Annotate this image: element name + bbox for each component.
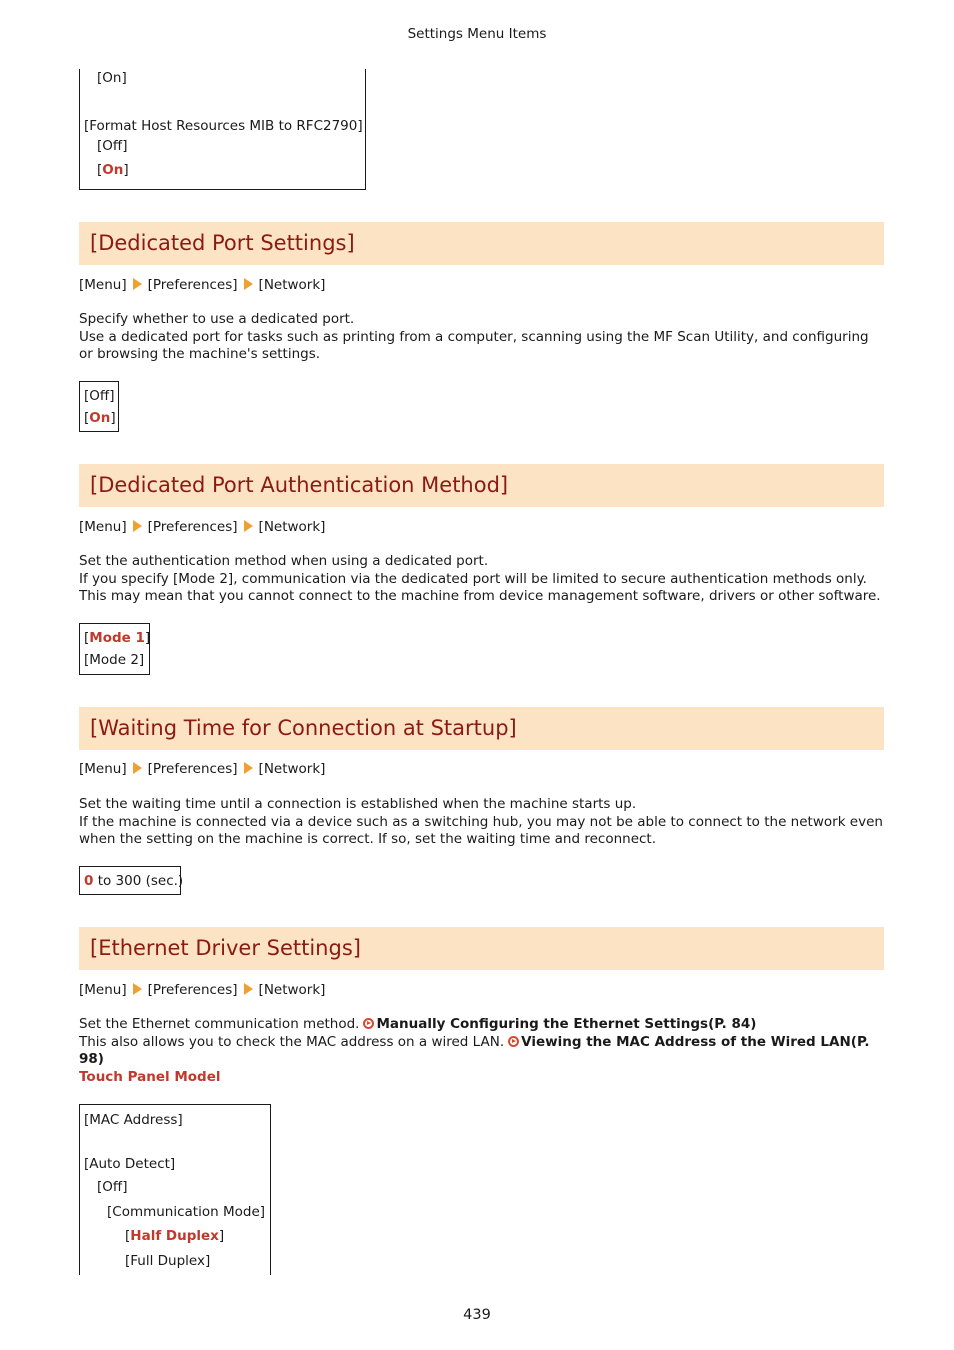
option-off: [Off]	[97, 1179, 128, 1195]
arrow-right-icon	[133, 983, 142, 995]
options-box	[79, 381, 119, 432]
section-description: Set the waiting time until a connection is established when the machine starts up. If the machine is connected via a device such as a switching hub, you may not be able to connect to the network even when the setting on the machine is correct. If so, set the waiting time and reconnect.	[79, 796, 883, 847]
option-half-duplex-default: [Half Duplex]	[125, 1228, 225, 1244]
section-title-bar	[79, 464, 884, 507]
option-on: [On]	[97, 70, 127, 86]
breadcrumb-network: [Network]	[258, 519, 326, 535]
arrow-right-icon	[133, 278, 142, 290]
arrow-right-icon	[244, 983, 253, 995]
option-off: [Off]	[84, 388, 115, 404]
options-box	[79, 866, 184, 895]
breadcrumb-network: [Network]	[258, 277, 326, 293]
section-title-bar	[79, 927, 884, 970]
section-title: [Dedicated Port Authentication Method]	[90, 473, 509, 497]
option-on-default: [On]	[84, 410, 116, 426]
breadcrumb-preferences: [Preferences]	[147, 277, 238, 293]
section-description: Set the Ethernet communication method. Manually Configuring the Ethernet Settings(P. 84) This also allows you to check the MAC address on a wired LAN. Viewing the MAC Address of the Wired LAN(P. 98)	[79, 1016, 870, 1067]
link-arrow-icon	[508, 1036, 519, 1047]
breadcrumb-preferences: [Preferences]	[147, 519, 238, 535]
arrow-right-icon	[244, 278, 253, 290]
option-auto-detect: [Auto Detect]	[84, 1156, 176, 1172]
breadcrumb-menu: [Menu]	[79, 761, 127, 777]
section-title: [Dedicated Port Settings]	[90, 231, 355, 255]
section-title: [Ethernet Driver Settings]	[90, 936, 361, 960]
page-header: Settings Menu Items	[407, 26, 547, 42]
link-view-mac-address[interactable]: Viewing the MAC Address of the Wired LAN(P. 98)	[79, 1033, 870, 1067]
section-title-bar	[79, 222, 884, 265]
section-description: Specify whether to use a dedicated port. Use a dedicated port for tasks such as printing from a computer, scanning using the MF Scan Utility, and configuring or browsing the machine's settings.	[79, 311, 869, 362]
option-off: [Off]	[97, 138, 128, 154]
section-title: [Waiting Time for Connection at Startup]	[90, 716, 517, 740]
section-description: Set the authentication method when using a dedicated port. If you specify [Mode 2], communication via the dedicated port will be limited to secure authentication methods only. This may mean that you cannot connect to the machine from device management software, drivers or other software.	[79, 553, 881, 604]
section-title-bar	[79, 707, 884, 750]
arrow-right-icon	[133, 762, 142, 774]
subheading-touch-panel-model: Touch Panel Model	[79, 1069, 221, 1085]
options-box	[79, 1104, 271, 1275]
option-format-host-resources: [Format Host Resources MIB to RFC2790]	[84, 118, 363, 134]
option-communication-mode: [Communication Mode]	[107, 1204, 266, 1220]
option-full-duplex: [Full Duplex]	[125, 1253, 211, 1269]
breadcrumb	[79, 760, 325, 778]
breadcrumb-preferences: [Preferences]	[147, 982, 238, 998]
breadcrumb-preferences: [Preferences]	[147, 761, 238, 777]
breadcrumb-network: [Network]	[258, 982, 326, 998]
arrow-right-icon	[244, 520, 253, 532]
breadcrumb	[79, 518, 325, 536]
option-on-default: [On]	[97, 162, 129, 178]
breadcrumb-menu: [Menu]	[79, 277, 127, 293]
breadcrumb-network: [Network]	[258, 761, 326, 777]
link-arrow-icon	[363, 1018, 374, 1029]
breadcrumb-menu: [Menu]	[79, 519, 127, 535]
option-range: 0 to 300 (sec.)	[84, 873, 184, 889]
link-manual-ethernet-settings[interactable]: Manually Configuring the Ethernet Settings(P. 84)	[376, 1016, 757, 1032]
top-options-box	[79, 69, 366, 190]
arrow-right-icon	[244, 762, 253, 774]
option-mac-address: [MAC Address]	[84, 1112, 183, 1128]
option-mode2: [Mode 2]	[84, 652, 145, 668]
breadcrumb	[79, 276, 325, 294]
breadcrumb-menu: [Menu]	[79, 982, 127, 998]
options-box	[79, 623, 150, 675]
page-number: 439	[463, 1307, 491, 1323]
option-mode1-default: [Mode 1]	[84, 630, 151, 646]
arrow-right-icon	[133, 520, 142, 532]
breadcrumb	[79, 981, 325, 999]
